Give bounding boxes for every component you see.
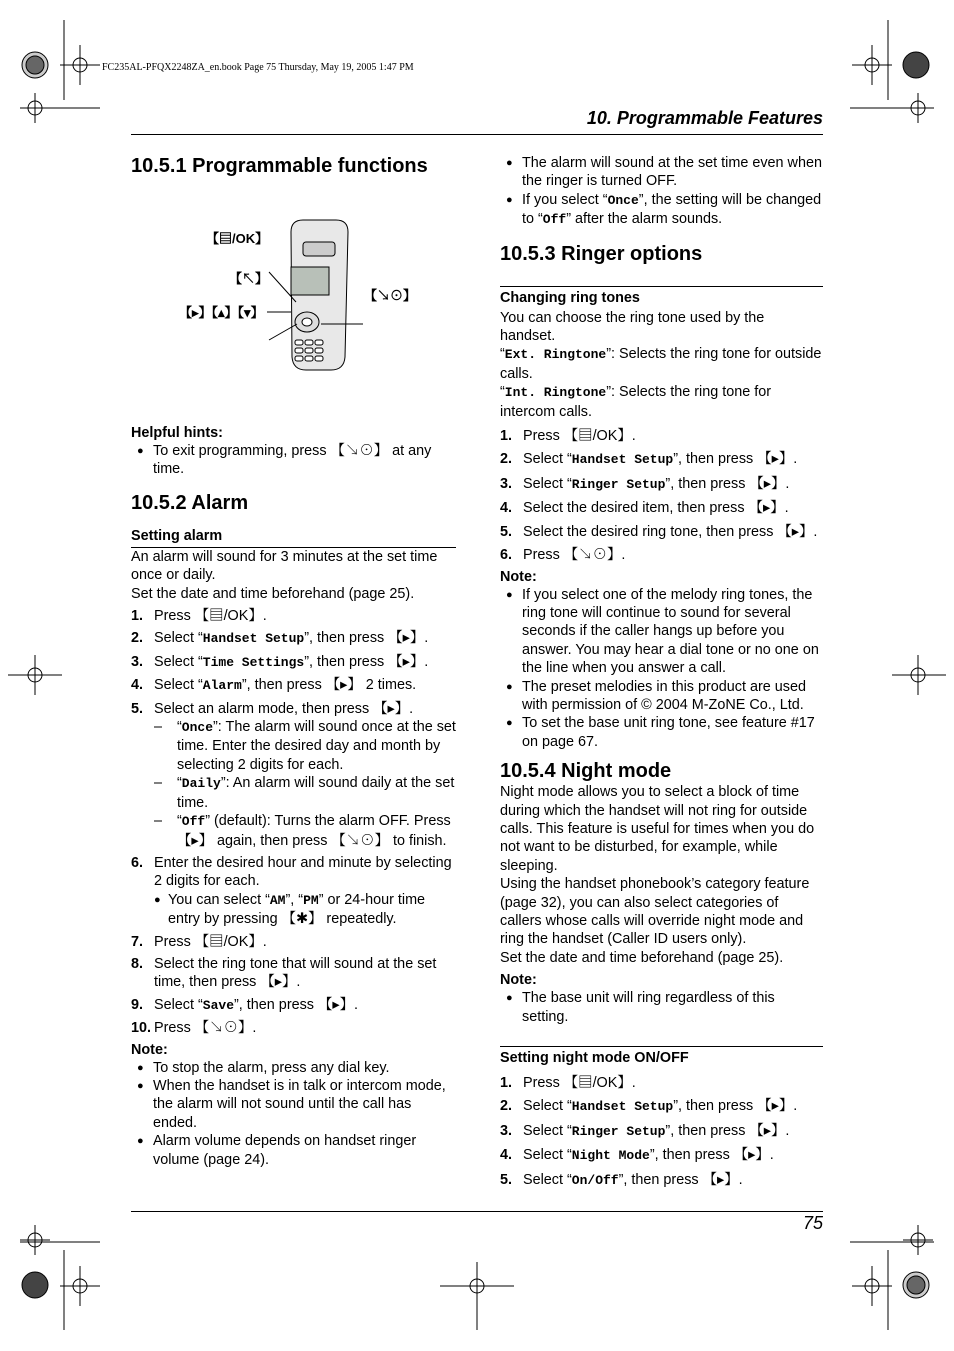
ringer-step: 6. Press 【↘⊙】. [500,547,626,564]
label-nav-keys: 【▸】【▴】【▾】 [179,305,264,320]
setting-alarm-title: Setting alarm [131,527,456,548]
ringer-step: 5. Select the desired ring tone, then press 【▸】. [500,523,818,540]
ringer-step: 4. Select the desired item, then press 【▸】. [500,500,789,517]
night-note: ● The base unit will ring regardless of this setting. [506,990,775,1025]
alarm-step: 5. Select an alarm mode, then press 【▸】. [131,700,414,717]
section-title-night-mode: 10.5.4 Night mode [500,760,672,783]
running-header: 10. Programmable Features [586,108,823,128]
alarm-mode-once: – “Once”: The alarm will sound once at the set time. Enter the desired day and month by selecting 2 digits for each. [154,719,456,773]
section-title-ringer: 10.5.3 Ringer options [500,242,703,265]
alarm-step: 7. Press 【▤/OK】. [131,933,267,950]
page-number: 75 [802,1213,823,1233]
ringer-note: ● If you select one of the melody ring tones, the ring tone will continue to sound for several seconds if the caller hangs up before you answer. You may hear a dial tone or no one on the line when you answer a call. [506,586,819,677]
alarm-step: 4. Select “Alarm”, then press 【▸】 2 times. [131,677,417,694]
night-para-2: Using the handset phonebook’s category feature (page 32), you can also select categories of callers whose calls will override night mode and ring the handset (Caller ID users only). [500,876,810,948]
handset-figure [131,192,456,414]
night-step: 2. Select “Handset Setup”, then press 【▸】. [500,1098,798,1115]
alarm-step: 10. Press 【↘⊙】. [131,1020,257,1037]
ring-tones-title: Changing ring tones [500,286,823,309]
hint-item: ● To exit programming, press 【↘⊙】 at any time. [137,443,432,478]
alarm-step6-sub: ● You can select “AM”, “PM” or 24-hour time entry by pressing 【✱】 repeatedly. [154,891,426,928]
footer-rule [131,1211,823,1212]
left-column [131,154,456,1169]
alarm-step: 6. Enter the desired hour and minute by selecting 2 digits for each. [131,854,452,890]
alarm-step: 9. Select “Save”, then press 【▸】. [131,996,359,1013]
alarm-step: 3. Select “Time Settings”, then press 【▸】. [131,653,429,670]
alarm-note-cont: ● If you select “Once”, the setting will be changed to “Off” after the alarm sounds. [506,191,822,228]
night-note-title: Note: [500,972,537,989]
hints-title: Helpful hints: [131,425,223,441]
section-title-alarm: 10.5.2 Alarm [131,491,249,514]
label-talk-key: 【↖】 [229,271,269,286]
file-info: FC235AL-PFQX2248ZA_en.book Page 75 Thursday, May 19, 2005 1:47 PM [102,62,414,73]
label-ok-key: 【▤/OK】 [206,231,269,246]
section-title-programmable: 10.5.1 Programmable functions [131,155,428,177]
night-para-1: Night mode allows you to select a block of time during which the handset will not ring for outside calls. This feature is useful for times when you do not want to be disturbed, for example, while sleeping. [500,784,815,874]
alarm-mode-daily: – “Daily”: An alarm will sound daily at the set time. [154,775,455,811]
night-step: 3. Select “Ringer Setup”, then press 【▸】. [500,1122,790,1139]
ext-ringtone: “Ext. Ringtone”: Selects the ring tone for outside calls. [500,346,822,382]
ringer-step: 1. Press 【▤/OK】. [500,428,636,445]
alarm-note: ● To stop the alarm, press any dial key. [137,1059,390,1076]
ringer-note-title: Note: [500,568,537,585]
night-step: 1. Press 【▤/OK】. [500,1075,636,1092]
ringer-step: 2. Select “Handset Setup”, then press 【▸】. [500,451,798,468]
alarm-step: 2. Select “Handset Setup”, then press 【▸】. [131,630,429,647]
alarm-intro-1: An alarm will sound for 3 minutes at the set time once or daily. [131,548,438,584]
alarm-note-cont: ● The alarm will sound at the set time even when the ringer is turned OFF. [506,155,822,190]
night-para-3: Set the date and time beforehand (page 25). [500,949,784,966]
alarm-note-title: Note: [131,1041,168,1058]
night-on-off-title: Setting night mode ON/OFF [500,1046,823,1069]
ringer-note: ● To set the base unit ring tone, see feature #17 on page 67. [506,715,815,750]
night-step: 4. Select “Night Mode”, then press 【▸】. [500,1147,774,1164]
night-step: 5. Select “On/Off”, then press 【▸】. [500,1171,743,1188]
alarm-step: 1. Press 【▤/OK】. [131,608,267,625]
right-column [500,154,823,1190]
ringer-note: ● The preset melodies in this product are used with permission of © 2004 M-ZoNE Co., Ltd. [506,678,806,713]
header-rule [131,134,823,135]
alarm-note: ● When the handset is in talk or intercom mode, the alarm will not sound until the call has ended. [137,1077,446,1131]
ring-intro: You can choose the ring tone used by the handset. [500,309,765,345]
alarm-intro-2: Set the date and time beforehand (page 25). [131,585,415,602]
alarm-step: 8. Select the ring tone that will sound at the set time, then press 【▸】. [131,955,437,991]
alarm-note: ● Alarm volume depends on handset ringer volume (page 24). [137,1133,417,1168]
ringer-step: 3. Select “Ringer Setup”, then press 【▸】. [500,475,790,492]
label-off-key: 【↘⊙】 [364,288,417,303]
alarm-mode-off: – “Off” (default): Turns the alarm OFF. Press 【▸】 again, then press 【↘⊙】 to finish. [154,813,451,849]
int-ringtone: “Int. Ringtone”: Selects the ring tone for intercom calls. [500,384,771,420]
